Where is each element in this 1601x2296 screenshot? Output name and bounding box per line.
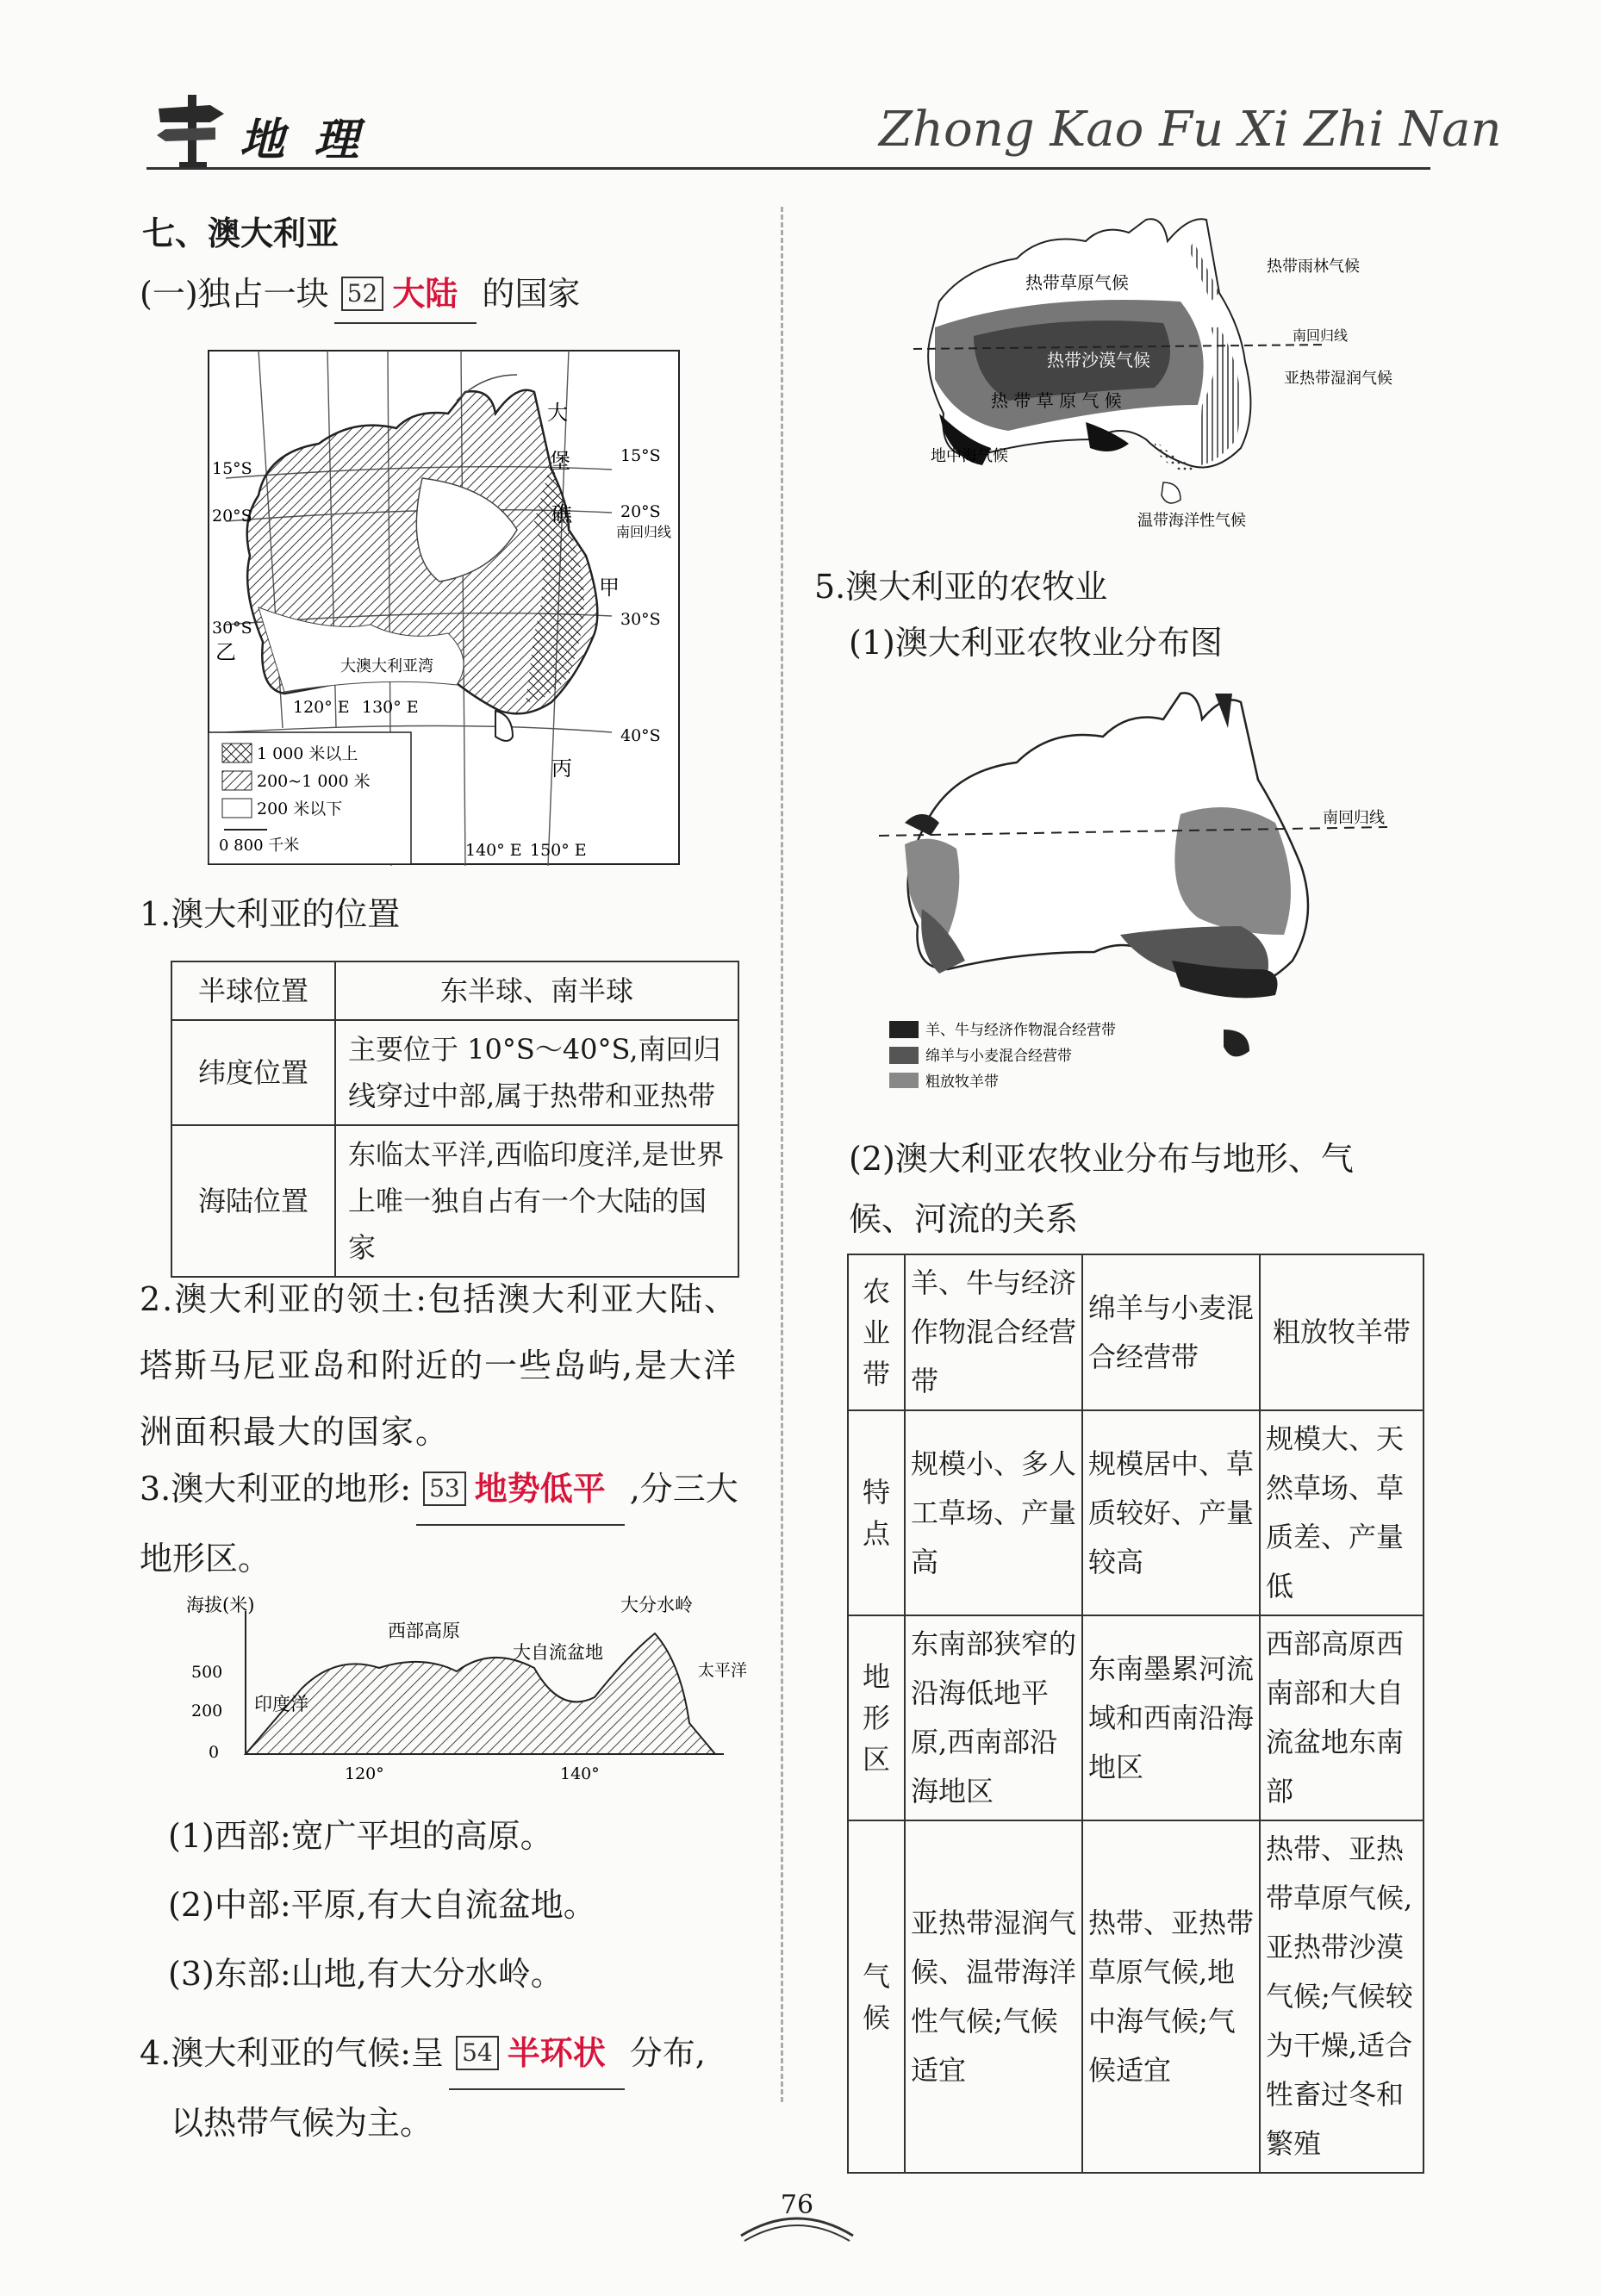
q2-text: 2.澳大利亚的领土:包括澳大利亚大陆、塔斯马尼亚岛和附近的一些岛屿,是大洋洲面积最大的国家。 [140, 1280, 739, 1451]
q5-sub1: (1)澳大利亚农牧业分布图 [849, 624, 1223, 662]
label-da: 大 [547, 401, 568, 425]
lat-30-left: 30°S [212, 619, 252, 638]
table-row: 气 候 亚热带湿润气候、温带海洋性气候;气候适宜 热带、亚热带草原气候,地中海气候;气候适宜 热带、亚热带草原气候,亚热带沙漠气候;气候较为干燥,适合牲畜过冬和繁殖 [848, 1820, 1423, 2173]
subject-title: 地 理 [240, 114, 366, 166]
climate-temperate: 温带海洋性气候 [1137, 512, 1246, 530]
profile-pacific: 太平洋 [698, 1661, 748, 1680]
climate-rainforest: 热带雨林气候 [1267, 258, 1360, 276]
header-agri-belt: 农 业 带 [848, 1254, 905, 1410]
lat-15-right: 15°S [620, 446, 661, 465]
climate-tropic: 南回归线 [1293, 327, 1349, 344]
profile-divide: 大分水岭 [620, 1595, 693, 1615]
lat-40-right: 40°S [620, 726, 661, 745]
map1-legend [209, 732, 411, 864]
lon-140: 140° E [465, 841, 522, 860]
series-title: Zhong Kao Fu Xi Zhi Nan [879, 102, 1502, 158]
agri-tropic: 南回归线 [1323, 809, 1385, 827]
climate-desert: 热带沙漠气候 [1047, 350, 1150, 370]
table-row: 半球位置 东半球、南半球 [171, 961, 738, 1020]
q3-item-3: (3)东部:山地,有大分水岭。 [168, 1955, 564, 1993]
profile-x-140: 140° [560, 1764, 600, 1783]
profile-western: 西部高原 [388, 1621, 460, 1641]
answer-blank-52: 52 大陆 [334, 267, 477, 324]
table-row: 纬度位置 主要位于 10°S～40°S,南回归线穿过中部,属于热带和亚热带 [171, 1020, 738, 1125]
agri-legend-1: 羊、牛与经济作物混合经营带 [925, 1022, 1116, 1039]
table-row: 海陆位置 东临太平洋,西临印度洋,是世界上唯一独自占有一个大陆的国家 [171, 1125, 738, 1277]
legend-1000: 1 000 米以上 [257, 744, 358, 763]
profile-x-120: 120° [345, 1764, 384, 1783]
q4-text: 4.澳大利亚的气候:呈 54 半环状 分布, 以热带气候为主。 [140, 2020, 760, 2156]
profile-tick-500: 500 [191, 1663, 223, 1682]
label-bing: 丙 [551, 756, 572, 781]
agri-legend-2: 绵羊与小麦混合经营带 [925, 1048, 1072, 1065]
lat-30-right: 30°S [620, 610, 661, 629]
answer-blank-54: 54 半环状 [449, 2020, 625, 2090]
q3-text: 3.澳大利亚的地形: 53 地势低平 ,分三大地形区。 [140, 1456, 751, 1592]
q3-item-2: (2)中部:平原,有大自流盆地。 [168, 1886, 596, 1924]
label-jia: 甲 [599, 576, 620, 600]
profile-ylabel: 海拔(米) [186, 1595, 255, 1615]
climate-subtropical: 亚热带湿润气候 [1284, 370, 1392, 388]
climate-tropical-savanna-north: 热带草原气候 [1025, 272, 1129, 293]
lon-130: 130° E [362, 698, 419, 717]
label-yi: 乙 [215, 640, 236, 664]
page-number: 76 [780, 2190, 814, 2220]
label-tropic: 南回归线 [616, 524, 672, 540]
climate-map [905, 207, 1392, 538]
agri-legend [889, 1021, 1116, 1091]
lon-150: 150° E [530, 841, 587, 860]
label-bao: 堡 [550, 449, 570, 473]
legend-200-1000: 200~1 000 米 [257, 772, 371, 791]
map-scale: 0 800 千米 [219, 837, 300, 855]
table-row: 地 形 区 东南部狭窄的沿海低地平原,西南部沿海地区 东南墨累河流域和西南沿海地区 西部高原西南部和大自流盆地东南部 [848, 1615, 1423, 1820]
q1-title: 1.澳大利亚的位置 [140, 895, 401, 933]
legend-200: 200 米以下 [257, 800, 343, 818]
australia-relief-map [207, 349, 681, 866]
climate-mediterranean: 地中海气候 [931, 447, 1008, 465]
q5-title: 5.澳大利亚的农牧业 [814, 568, 1108, 606]
sub1-line: (一)独占一块 52 大陆 的国家 [140, 267, 580, 324]
terrain-profile [172, 1585, 748, 1801]
label-bight: 大澳大利亚湾 [340, 657, 433, 675]
q5-sub2: (2)澳大利亚农牧业分布与地形、气候、河流的关系 [849, 1140, 1354, 1238]
lat-15-left: 15°S [212, 459, 252, 478]
header [0, 0, 1601, 172]
label-jiao: 礁 [551, 502, 572, 526]
lon-120: 120° E [293, 698, 350, 717]
profile-tick-200: 200 [191, 1702, 223, 1720]
profile-indian: 印度洋 [254, 1694, 308, 1714]
column-divider [781, 207, 783, 2102]
table-row: 农 业 带 羊、牛与经济作物混合经营带 绵羊与小麦混合经营带 粗放牧羊带 [848, 1254, 1423, 1410]
profile-tick-0: 0 [209, 1743, 220, 1762]
profile-basin: 大自流盆地 [513, 1642, 603, 1663]
climate-savanna-south: 热 带 草 原 气 候 [991, 390, 1122, 411]
table-row: 特 点 规模小、多人工草场、产量高 规模居中、草质较好、产量较高 规模大、天然草场、草质差、产量低 [848, 1410, 1423, 1615]
agriculture-map [870, 676, 1405, 1090]
q3-item-1: (1)西部:宽广平坦的高原。 [168, 1817, 553, 1855]
location-table [171, 961, 739, 1278]
header-rule [146, 167, 1430, 170]
section-title: 七、澳大利亚 [142, 215, 340, 252]
signpost-logo-icon [153, 90, 231, 167]
lat-20-left: 20°S [212, 507, 252, 526]
answer-blank-53: 53 地势低平 [416, 1456, 625, 1526]
lat-20-right: 20°S [620, 502, 661, 521]
agriculture-table [847, 1254, 1424, 2174]
agri-legend-3: 粗放牧羊带 [925, 1073, 999, 1091]
